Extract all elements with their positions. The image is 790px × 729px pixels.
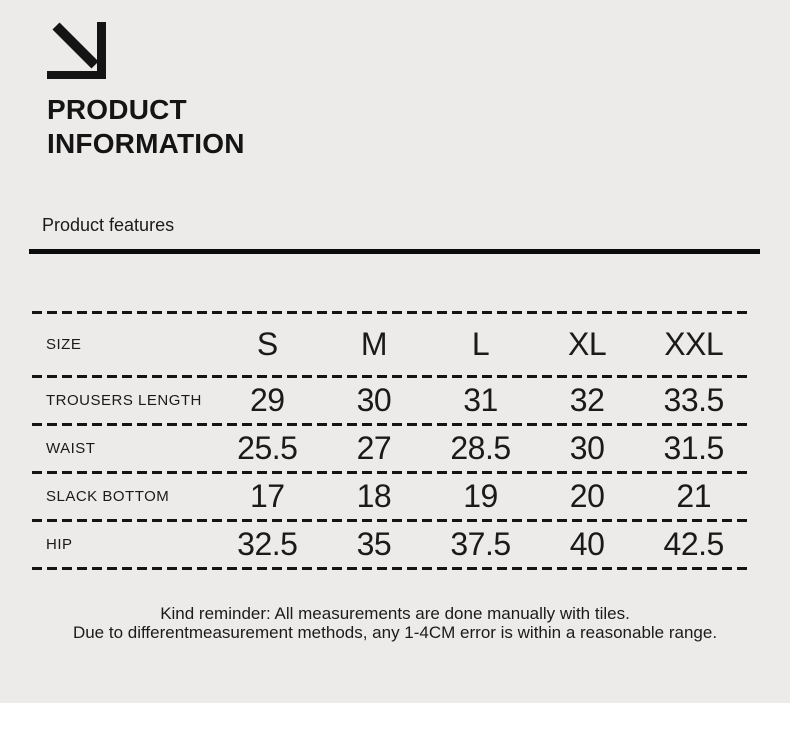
column-header-l: L <box>471 326 490 362</box>
row-value: 33.5 <box>663 382 724 418</box>
row-value: 28.5 <box>450 430 511 466</box>
section-label-product-features: Product features <box>42 215 175 235</box>
size-chart-row-trousers-length <box>32 378 747 423</box>
column-header-xl: XL <box>568 326 607 362</box>
row-value: 30 <box>569 430 605 466</box>
size-chart-header-row <box>32 314 747 375</box>
row-value: 27 <box>356 430 392 466</box>
row-value: 19 <box>463 478 498 514</box>
reminder-note <box>0 604 790 642</box>
row-label: WAIST <box>46 440 96 457</box>
dashed-divider <box>32 567 747 570</box>
row-value: 37.5 <box>450 526 511 562</box>
row-value: 29 <box>250 382 285 418</box>
column-header-size: SIZE <box>46 336 82 353</box>
size-chart-row-hip <box>32 522 747 567</box>
reminder-line-2: Due to differentmeasurement methods, any 1-4CM error is within a reasonable range. <box>72 623 718 642</box>
page-title <box>47 93 245 161</box>
section-divider-line <box>29 249 760 254</box>
row-value: 20 <box>569 478 605 514</box>
row-value: 25.5 <box>237 430 298 466</box>
size-chart-row-slack-bottom <box>32 474 747 519</box>
row-value: 17 <box>250 478 285 514</box>
row-value: 18 <box>356 478 392 514</box>
row-label: HIP <box>46 536 73 553</box>
row-value: 42.5 <box>663 526 724 562</box>
size-chart-row-waist <box>32 426 747 471</box>
row-value: 21 <box>676 478 711 514</box>
row-value: 30 <box>356 382 392 418</box>
row-value: 32 <box>569 382 605 418</box>
column-header-s: S <box>256 326 278 362</box>
row-label: TROUSERS LENGTH <box>46 392 202 409</box>
row-value: 31 <box>463 382 498 418</box>
row-label: SLACK BOTTOM <box>46 488 170 505</box>
reminder-line-1: Kind reminder: All measurements are done manually with tiles. <box>160 604 630 623</box>
column-header-xxl: XXL <box>664 326 724 362</box>
arrow-southeast-icon <box>47 19 106 80</box>
column-header-m: M <box>360 326 387 362</box>
row-value: 31.5 <box>663 430 724 466</box>
size-chart-table <box>32 311 747 570</box>
page-title-line-2: INFORMATION <box>47 128 245 159</box>
row-value: 40 <box>569 526 605 562</box>
row-value: 32.5 <box>237 526 298 562</box>
row-value: 35 <box>356 526 392 562</box>
page-title-line-1: PRODUCT <box>47 94 187 125</box>
